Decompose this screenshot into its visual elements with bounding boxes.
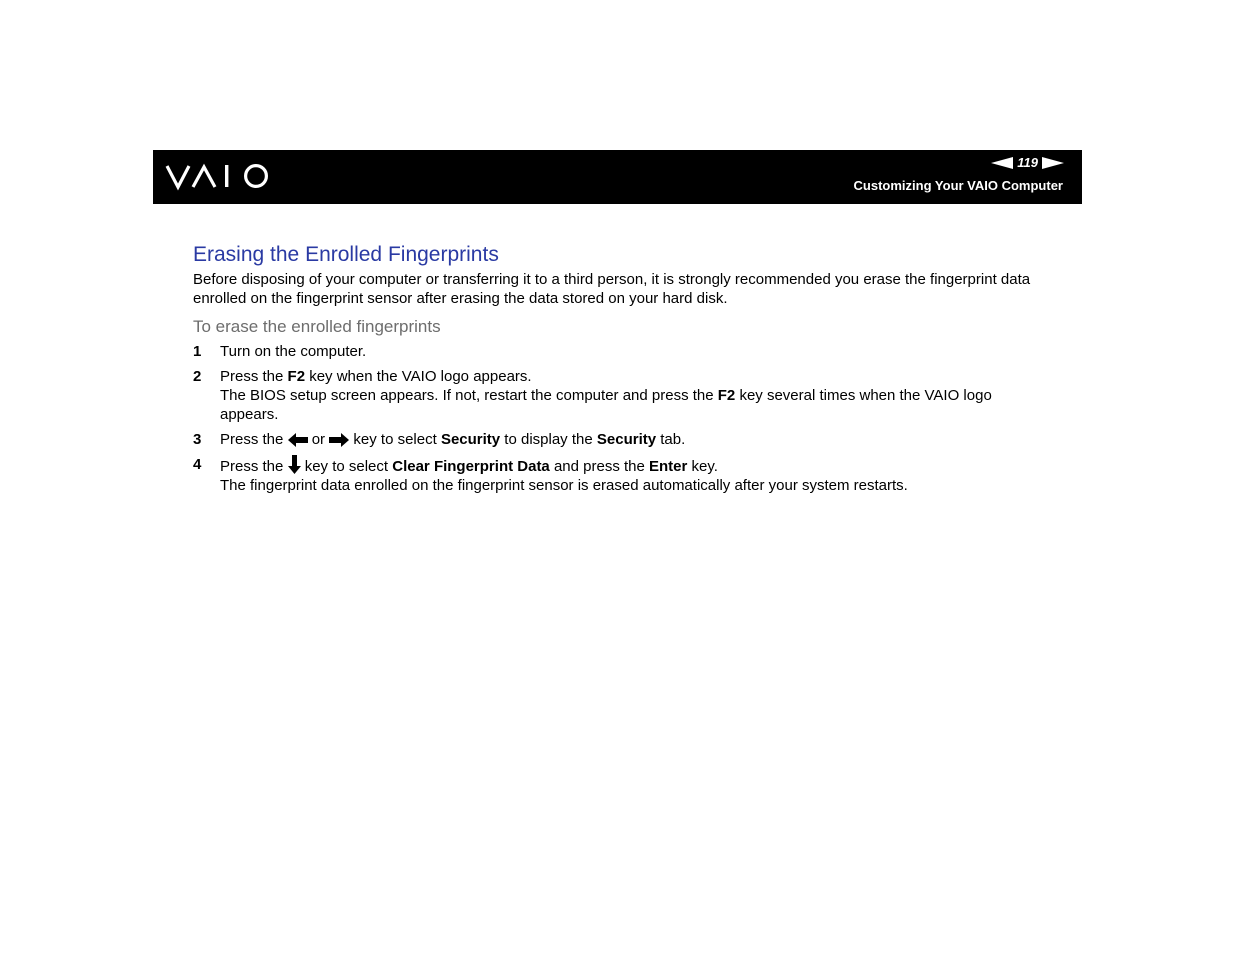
key-name: F2	[717, 387, 736, 404]
step-number: 3	[193, 431, 202, 448]
step-item	[193, 367, 1053, 424]
step-text: Turn on the computer.	[220, 343, 367, 360]
step-item	[193, 455, 1053, 495]
step-number: 4	[193, 456, 202, 473]
left-arrow-icon	[288, 433, 308, 447]
step-text: Press the or key to select Security to display the Security tab.	[220, 431, 686, 448]
step-number: 2	[193, 368, 202, 385]
right-arrow-icon	[329, 433, 349, 447]
triangle-left-icon[interactable]	[991, 157, 1013, 169]
tab-name: Security	[596, 431, 657, 448]
option-name: Clear Fingerprint Data	[392, 458, 550, 475]
menu-name: Security	[440, 431, 501, 448]
key-name: Enter	[649, 458, 688, 475]
down-arrow-icon	[288, 455, 301, 474]
step-result-text: The fingerprint data enrolled on the fingerprint sensor is erased automatically after your system restarts.	[220, 477, 908, 494]
page-number: 119	[1017, 155, 1038, 170]
key-name: F2	[287, 368, 306, 385]
page-content	[193, 240, 1053, 501]
step-result-text: The BIOS setup screen appears. If not, restart the computer and press the F2 key several times when the VAIO logo appears.	[220, 387, 992, 423]
triangle-right-icon[interactable]	[1042, 157, 1064, 169]
vaio-logo	[165, 162, 271, 192]
page-navigator	[991, 155, 1064, 171]
step-number: 1	[193, 343, 202, 360]
steps-list	[193, 342, 1053, 495]
header-bar	[153, 150, 1082, 204]
step-text: Press the key to select Clear Fingerprint Data and press the Enter key.	[220, 458, 718, 475]
step-item	[193, 342, 1053, 361]
procedure-heading: To erase the enrolled fingerprints	[193, 317, 441, 336]
step-text: Press the F2 key when the VAIO logo appears.	[220, 368, 532, 385]
step-item	[193, 430, 1053, 449]
page-title: Erasing the Enrolled Fingerprints	[193, 243, 499, 266]
intro-paragraph: Before disposing of your computer or transferring it to a third person, it is strongly recommended you erase the fingerprint data enrolled on the fingerprint sensor after erasing the data stored on your hard disk.	[193, 271, 1031, 307]
section-title: Customizing Your VAIO Computer	[853, 178, 1063, 193]
